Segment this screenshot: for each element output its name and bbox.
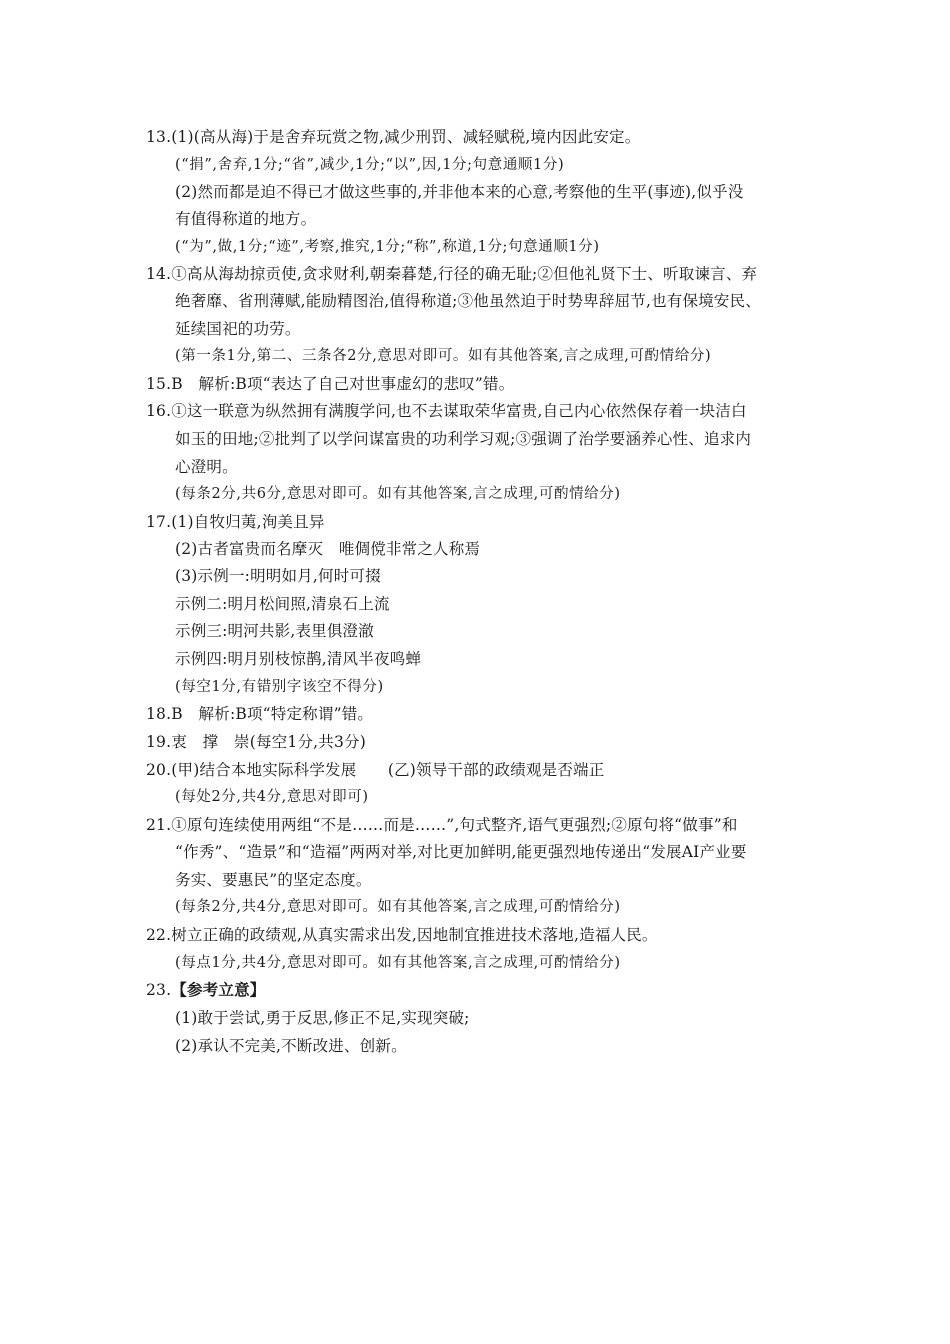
- q17-line-5: 示例三:明河共影,表里俱澄澈: [175, 622, 374, 640]
- q20-scoring-note: (每处2分,共4分,意思对即可): [175, 789, 369, 805]
- q16-line-1: 16.①这一联意为纵然拥有满腹学问,也不去谋取荣华富贵,自己内心依然保存着一块洁白: [146, 402, 747, 420]
- q23-title: 【参考立意】: [171, 980, 266, 999]
- q17-scoring-note: (每空1分,有错别字该空不得分): [175, 679, 384, 695]
- q13-line-3: 有值得称道的地方。: [175, 210, 317, 228]
- q23-heading: [146, 980, 265, 1000]
- q14-line-2: 绝奢靡、省刑薄赋,能励精图治,值得称道;③他虽然迫于时势卑辞屈节,也有保境安民、: [175, 292, 762, 310]
- q16-line-2: 如玉的田地;②批判了以学问谋富贵的功利学习观;③强调了治学要涵养心性、追求内: [175, 430, 752, 448]
- q16-line-3: 心澄明。: [175, 458, 238, 476]
- q22-scoring-note: (每点1分,共4分,意思对即可。如有其他答案,言之成理,可酌情给分): [175, 955, 621, 971]
- q13-line-1: 13.(1)(高从海)于是舍弃玩赏之物,减少刑罚、减轻赋税,境内因此安定。: [146, 128, 641, 146]
- q13-scoring-note-1: (“捐”,舍弃,1分;“省”,减少,1分;“以”,因,1分;句意通顺1分): [175, 157, 565, 173]
- q14-line-3: 延续国祀的功劳。: [175, 320, 301, 338]
- q23-line-2: (2)承认不完美,不断改进、创新。: [175, 1037, 407, 1055]
- q21-line-2: “作秀”、“造景”和“造福”两两对举,对比更加鲜明,能更强烈地传递出“发展AI产业要: [175, 843, 747, 861]
- q14-line-1: 14.①高从海劫掠贡使,贪求财利,朝秦暮楚,行径的确无耻;②但他礼贤下士、听取谏言、弃: [146, 265, 758, 283]
- q19-line-1: 19.衷 撑 崇(每空1分,共3分): [146, 733, 366, 751]
- q23-line-1: (1)敢于尝试,勇于反思,修正不足,实现突破;: [175, 1009, 470, 1027]
- q18-line-1: 18.B 解析:B项“特定称谓”错。: [146, 705, 374, 723]
- q16-scoring-note: (每条2分,共6分,意思对即可。如有其他答案,言之成理,可酌情给分): [175, 486, 621, 502]
- q14-scoring-note: (第一条1分,第二、三条各2分,意思对即可。如有其他答案,言之成理,可酌情给分): [175, 348, 712, 364]
- q21-line-3: 务实、要惠民”的坚定态度。: [175, 871, 372, 889]
- q17-line-4: 示例二:明月松间照,清泉石上流: [175, 595, 390, 613]
- q21-scoring-note: (每条2分,共4分,意思对即可。如有其他答案,言之成理,可酌情给分): [175, 899, 621, 915]
- q17-line-1: 17.(1)自牧归荑,洵美且异: [146, 513, 325, 531]
- q15-line-1: 15.B 解析:B项“表达了自己对世事虚幻的悲叹”错。: [146, 375, 515, 393]
- q23-number: 23.: [146, 981, 172, 999]
- q13-scoring-note-2: (“为”,做,1分;“迹”,考察,推究,1分;“称”,称道,1分;句意通顺1分): [175, 239, 600, 255]
- q13-line-2: (2)然而都是迫不得已才做这些事的,并非他本来的心意,考察他的生平(事迹),似乎没: [175, 183, 744, 201]
- q17-line-2: (2)古者富贵而名摩灭 唯倜傥非常之人称焉: [175, 540, 481, 558]
- q17-line-6: 示例四:明月别枝惊鹊,清风半夜鸣蝉: [175, 650, 422, 668]
- q21-line-1: 21.①原句连续使用两组“不是……而是……”,句式整齐,语气更强烈;②原句将“做事”和: [146, 816, 738, 834]
- q22-line-1: 22.树立正确的政绩观,从真实需求出发,因地制宜推进技术落地,造福人民。: [146, 926, 658, 944]
- q17-line-3: (3)示例一:明明如月,何时可掇: [175, 567, 381, 585]
- q20-line-1: 20.(甲)结合本地实际科学发展 (乙)领导干部的政绩观是否端正: [146, 761, 605, 779]
